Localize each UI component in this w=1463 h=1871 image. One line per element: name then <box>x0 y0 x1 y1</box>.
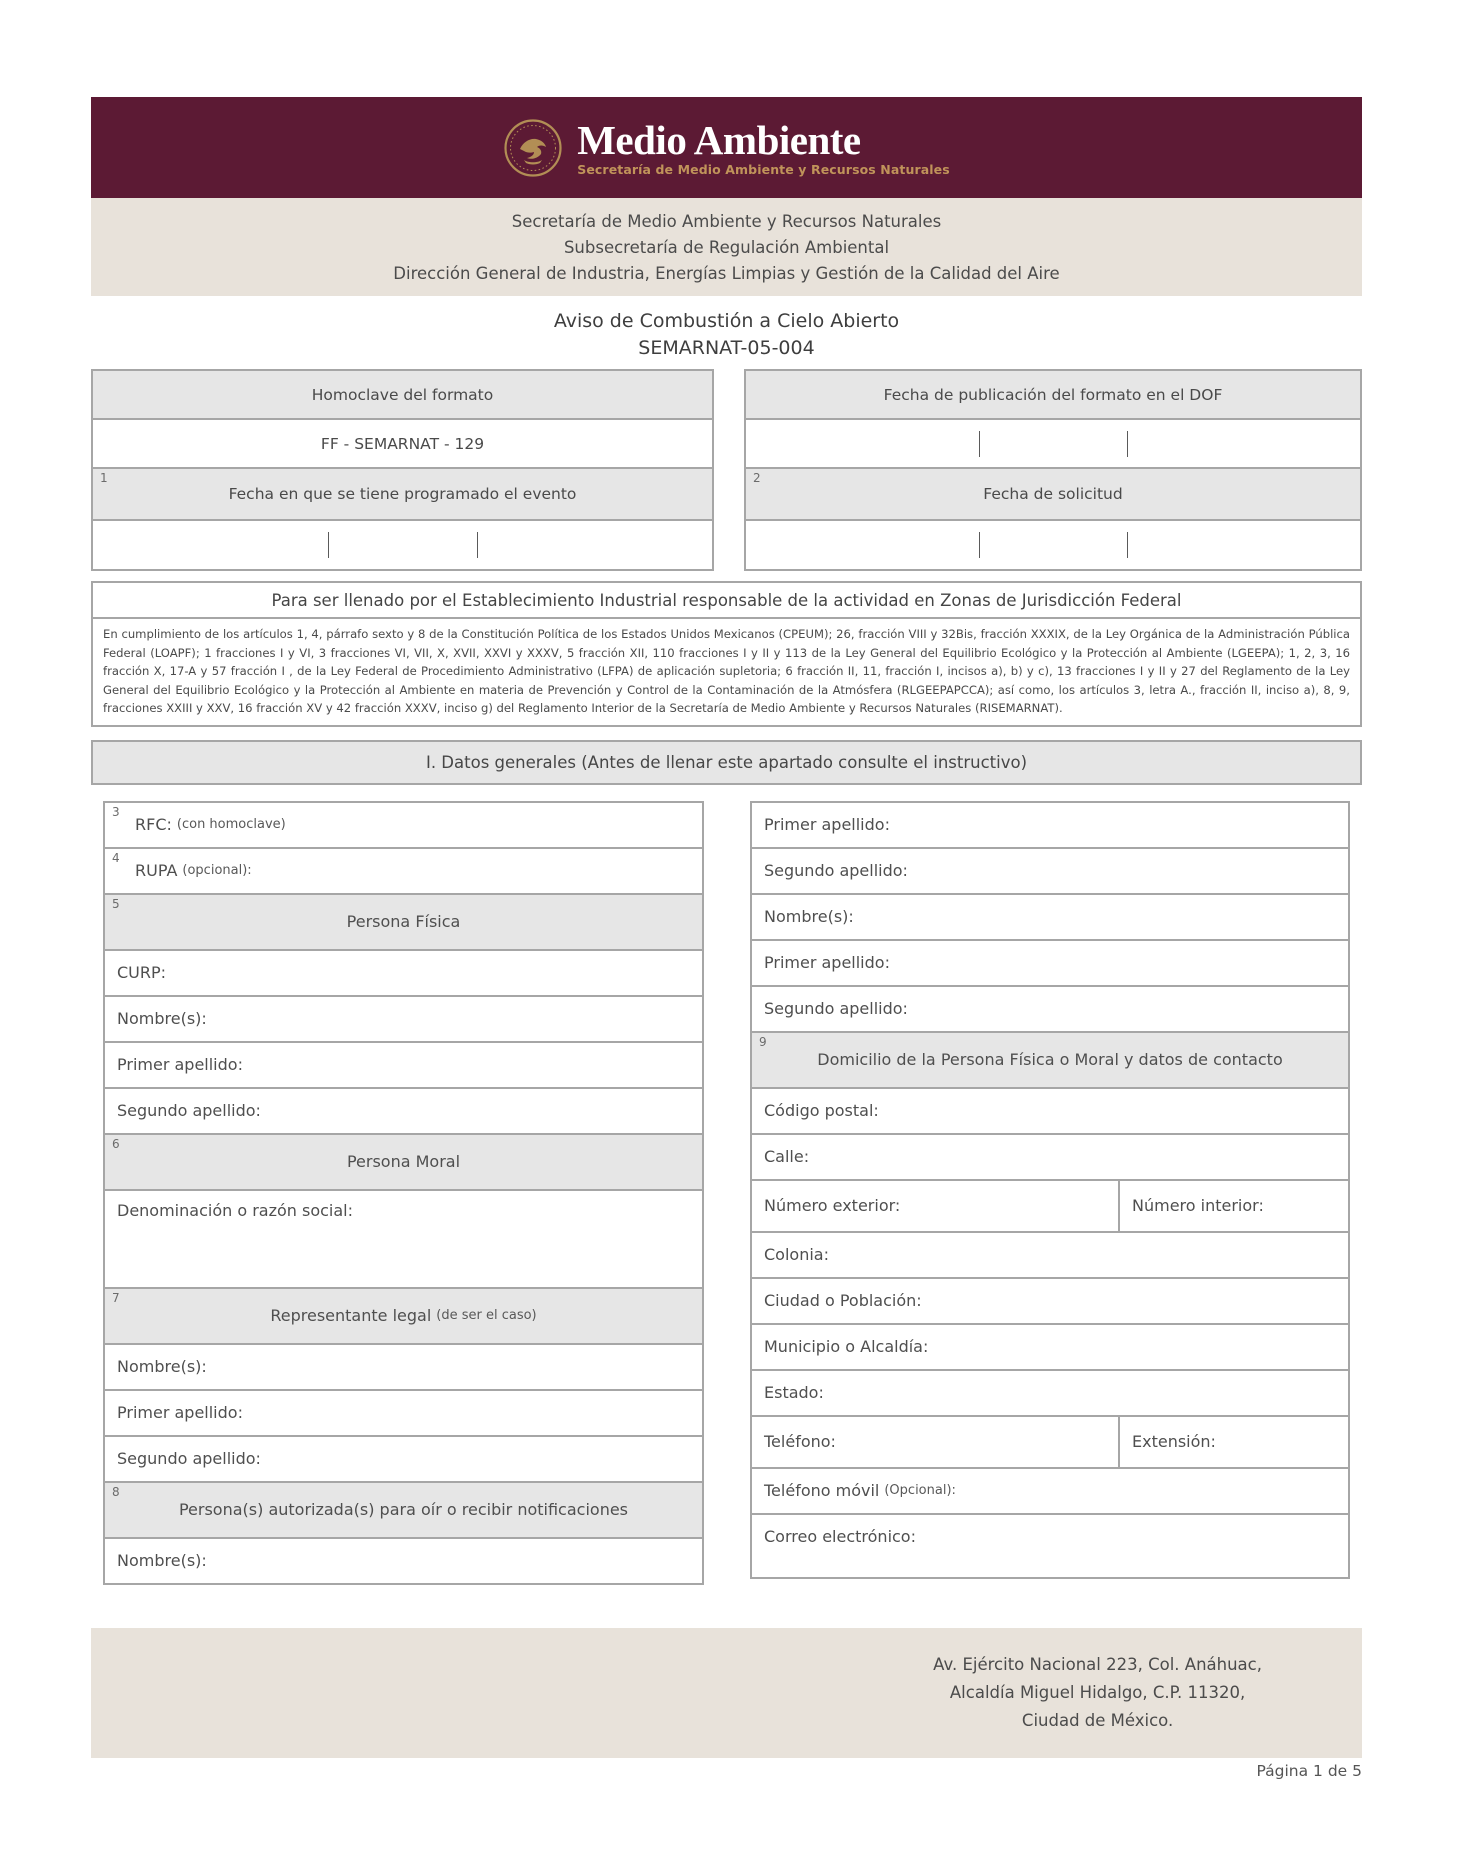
format-info-table <box>91 369 1362 571</box>
subsection-header-label: Representante legal <box>270 1306 432 1326</box>
footer-band <box>91 1628 1362 1758</box>
form-field-segundo-apellido[interactable] <box>750 847 1350 895</box>
form-field-colonia[interactable] <box>750 1231 1350 1279</box>
form-field-segundo-apellido[interactable] <box>103 1435 704 1483</box>
document-title-line1: Aviso de Combustión a Cielo Abierto <box>553 310 900 332</box>
field-label: Primer apellido: <box>117 1403 243 1423</box>
field-label: Colonia: <box>764 1245 829 1265</box>
field-number: 4 <box>112 850 120 865</box>
agency-band <box>91 198 1362 296</box>
form-field-segundo-apellido[interactable] <box>750 985 1350 1033</box>
subsection-header-representante-legal <box>103 1287 704 1345</box>
format-info-left-column <box>91 369 714 571</box>
field-number: 3 <box>112 804 120 819</box>
section-1-left-column <box>103 801 704 1585</box>
field-label: Municipio o Alcaldía: <box>764 1337 929 1357</box>
field-number: 5 <box>112 896 120 911</box>
form-field-rupa[interactable] <box>103 847 704 895</box>
legal-basis-text: En cumplimiento de los artículos 1, 4, párrafo sexto y 8 de la Constitución Política de los Estados Unidos Mexicanos (CPEUM); 26, fracción VIII y 32Bis, fracción XXXIX, de la Ley Orgánica de la Administración Pública Federal (LOAPF); 1 fracciones I y VI, 3 fracciones VI, VII, X, XVII, XXVI y XXXV, 5 fracción XII, 110 fracciones I y II y 113 de la Ley General del Equilibrio Ecológico y la Protección al Ambiente (LGEEPA); 1, 2, 3, 16 fracción X, 17-A y 57 fracción I , de la Ley Federal de Procedimiento Administrativo (LFPA) de aplicación supletoria; 6 fracción II, 11, fracción I, incisos a), b) y c), 13 fracciones I y II y 27 del Reglamento de la Ley General del Equilibrio Ecológico y la Protección al Ambiente en materia de Prevención y Control de la Contaminación de la Atmósfera (RLGEEPAPCCA); así como, los artículos 3, letra A., fracción II, inciso a), 8, 9, fracciones XXIII y XXV, 16 fracción XV y 42 fracción XXXV, inciso g) del Reglamento Interior de la Secretaría de Medio Ambiente y Recursos Naturales (RISEMARNAT). <box>91 617 1362 727</box>
field-label: Segundo apellido: <box>117 1101 261 1121</box>
dof-publication-date-cell[interactable] <box>744 418 1362 469</box>
form-field-extension[interactable]: Extensión: <box>1132 1432 1216 1452</box>
date-separator <box>1127 431 1128 457</box>
field-number: 7 <box>112 1290 120 1305</box>
address-line-1: Av. Ejército Nacional 223, Col. Anáhuac, <box>933 1655 1262 1674</box>
form-field-telefono-movil[interactable] <box>750 1467 1350 1515</box>
mexican-coat-of-arms-icon <box>503 118 563 178</box>
form-field-row-numero-exterior <box>750 1179 1350 1233</box>
subsection-header-label: Domicilio de la Persona Física o Moral y datos de contacto <box>817 1050 1283 1070</box>
logo-text-block <box>577 116 950 177</box>
field-label: Estado: <box>764 1383 824 1403</box>
evento-date-header <box>91 467 714 521</box>
form-field-numero-interior[interactable]: Número interior: <box>1132 1196 1264 1216</box>
field-label: Nombre(s): <box>117 1009 207 1029</box>
field-label: Nombre(s): <box>117 1551 207 1571</box>
form-field-nombre-s[interactable] <box>103 1343 704 1391</box>
form-field-curp[interactable] <box>103 949 704 997</box>
field-label: Código postal: <box>764 1101 879 1121</box>
agency-line-1: Secretaría de Medio Ambiente y Recursos Naturales <box>511 211 942 231</box>
form-field-estado[interactable] <box>750 1369 1350 1417</box>
field-label: Segundo apellido: <box>764 999 908 1019</box>
brand-header-band <box>91 97 1362 198</box>
form-field-calle[interactable] <box>750 1133 1350 1181</box>
field-label: Nombre(s): <box>117 1357 207 1377</box>
field-label: Primer apellido: <box>764 953 890 973</box>
subsection-header-persona-s-autorizada-s-para-oir-o-recibir-notificaciones <box>103 1481 704 1539</box>
solicitud-date-header <box>744 467 1362 521</box>
date-separator <box>979 431 980 457</box>
field-number: 8 <box>112 1484 120 1499</box>
form-field-correo-electronico[interactable] <box>750 1513 1350 1579</box>
form-field-rfc[interactable] <box>103 801 704 849</box>
date-separator <box>477 532 478 558</box>
address-line-3: Ciudad de México. <box>1021 1711 1174 1730</box>
field-label: Correo electrónico: <box>764 1526 916 1546</box>
form-field-primer-apellido[interactable] <box>750 939 1350 987</box>
form-field-municipio-o-alcaldia[interactable] <box>750 1323 1350 1371</box>
subsection-header-persona-moral <box>103 1133 704 1191</box>
form-field-primer-apellido[interactable] <box>750 801 1350 849</box>
field-label: Segundo apellido: <box>764 861 908 881</box>
document-title <box>91 308 1362 362</box>
subsection-header-label: Persona Moral <box>346 1152 461 1172</box>
date-separator <box>979 532 980 558</box>
form-field-nombre-s[interactable] <box>750 893 1350 941</box>
homoclave-header: Homoclave del formato <box>91 369 714 420</box>
section-1-header: I. Datos generales (Antes de llenar este apartado consulte el instructivo) <box>91 740 1362 785</box>
field-label: Primer apellido: <box>117 1055 243 1075</box>
field-label: Ciudad o Población: <box>764 1291 922 1311</box>
field-number: 9 <box>759 1034 767 1049</box>
field-number: 2 <box>753 471 761 485</box>
form-field-telefono[interactable]: Teléfono: <box>752 1417 1120 1467</box>
field-label: Teléfono móvil <box>764 1481 880 1501</box>
dof-publication-header: Fecha de publicación del formato en el DOF <box>744 369 1362 420</box>
form-field-numero-exterior[interactable]: Número exterior: <box>752 1181 1120 1231</box>
subsection-header-label: Persona(s) autorizada(s) para oír o recibir notificaciones <box>178 1500 629 1520</box>
field-label-note: (Opcional): <box>884 1483 956 1499</box>
field-label-note: (con homoclave) <box>176 817 286 833</box>
solicitud-date-input-cell[interactable] <box>744 519 1362 571</box>
page-content <box>91 97 1362 1585</box>
agency-line-2: Subsecretaría de Regulación Ambiental <box>563 237 890 257</box>
field-label-note: (opcional): <box>182 863 252 879</box>
date-separator <box>1127 532 1128 558</box>
form-field-primer-apellido[interactable] <box>103 1041 704 1089</box>
homoclave-value: FF - SEMARNAT - 129 <box>91 418 714 469</box>
form-field-nombre-s[interactable] <box>103 995 704 1043</box>
document-title-line2: SEMARNAT-05-004 <box>638 337 815 359</box>
form-field-ciudad-o-poblacion[interactable] <box>750 1277 1350 1325</box>
subsection-header-domicilio-de-la-persona-fisica-o-moral-y-datos-de-contacto <box>750 1031 1350 1089</box>
field-label: CURP: <box>117 963 167 983</box>
section-1-body <box>91 801 1362 1585</box>
evento-date-header-label: Fecha en que se tiene programado el evento <box>228 485 577 503</box>
form-field-primer-apellido[interactable] <box>103 1389 704 1437</box>
logo-wordmark: Medio Ambiente <box>577 116 861 163</box>
form-field-denominacion-o-razon-social[interactable] <box>103 1189 704 1289</box>
form-field-codigo-postal[interactable] <box>750 1087 1350 1135</box>
solicitud-date-header-label: Fecha de solicitud <box>983 485 1123 503</box>
field-label: Calle: <box>764 1147 810 1167</box>
jurisdiction-statement-bar: Para ser llenado por el Establecimiento Industrial responsable de la actividad en Zonas de Jurisdicción Federal <box>91 581 1362 619</box>
format-info-right-column <box>744 369 1362 571</box>
form-field-row-telefono <box>750 1415 1350 1469</box>
subsection-header-label: Persona Física <box>346 912 461 932</box>
evento-date-input-cell[interactable] <box>91 519 714 571</box>
field-label: Segundo apellido: <box>117 1449 261 1469</box>
form-field-segundo-apellido[interactable] <box>103 1087 704 1135</box>
form-field-nombre-s[interactable] <box>103 1537 704 1585</box>
field-number: 6 <box>112 1136 120 1151</box>
logo-subtitle: Secretaría de Medio Ambiente y Recursos Naturales <box>577 161 950 177</box>
field-label: RFC: <box>135 815 172 835</box>
field-label-note: (de ser el caso) <box>436 1308 537 1324</box>
office-address <box>933 1651 1262 1735</box>
section-1-right-column <box>750 801 1350 1579</box>
address-line-2: Alcaldía Miguel Hidalgo, C.P. 11320, <box>949 1683 1246 1702</box>
page-number: Página 1 de 5 <box>1256 1762 1362 1780</box>
field-label: Denominación o razón social: <box>117 1200 354 1220</box>
subsection-header-persona-fisica <box>103 893 704 951</box>
agency-line-3: Dirección General de Industria, Energías Limpias y Gestión de la Calidad del Aire <box>393 263 1060 283</box>
field-label: Primer apellido: <box>764 815 890 835</box>
field-number: 1 <box>100 471 108 485</box>
date-separator <box>328 532 329 558</box>
field-label: Nombre(s): <box>764 907 854 927</box>
field-label: RUPA <box>135 861 178 881</box>
semarnat-logo <box>503 118 950 178</box>
